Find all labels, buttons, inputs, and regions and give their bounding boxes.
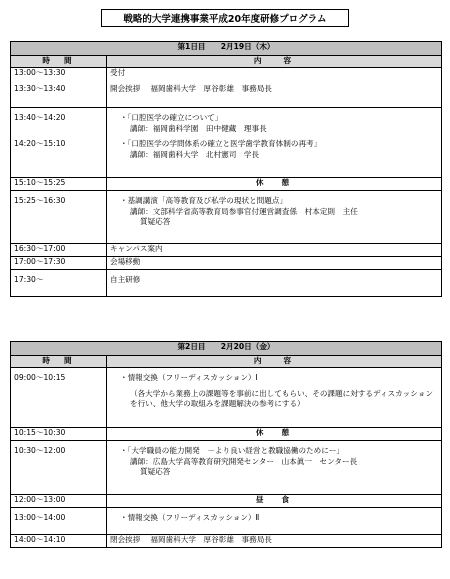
content-line: ・「口腔医学の学問体系の確立と医学歯学教育体制の再考」: [120, 139, 322, 148]
time-cell: 15:10～15:25: [11, 178, 107, 191]
day1-row-opening: [11, 68, 442, 108]
day1-row-lectures-time: [11, 108, 107, 178]
time-cell: [11, 191, 107, 244]
time-cell: 14:20～15:10: [14, 139, 66, 148]
time-cell: 14:00～14:10: [11, 535, 107, 548]
time-cell: 16:30～17:00: [11, 244, 107, 257]
content-line: 講師：広島大学高等教育研究開発センター 山本眞一 センター長: [130, 456, 358, 466]
day1-header-row: [11, 42, 442, 56]
day1-row-campus-tour: [11, 244, 442, 257]
day2-row-discussion-1: [11, 368, 442, 428]
content-line: キャンパス案内: [107, 244, 442, 257]
content-line: 閉会挨拶 福岡歯科大学 厚谷彰雄 事務局長: [107, 535, 442, 548]
day2-row-lecture: [11, 441, 442, 495]
time-cell: [11, 270, 107, 297]
day2-row-discussion-2: [11, 508, 442, 535]
content-line: 開会挨拶 福岡歯科大学 厚谷彰雄 事務局長: [110, 83, 272, 93]
time-cell: [11, 441, 107, 495]
content-line: ・情報交換（フリーディスカッション）Ⅰ: [120, 373, 258, 382]
day2-schedule-table: [10, 341, 442, 548]
content-line: （各大学から業務上の課題等を事前に出してもらい、その課題に対するディスカッションを行い、他大学の取組みを課題解決の参考にする）: [130, 388, 433, 408]
content-cell: [107, 508, 442, 535]
time-cell: [11, 368, 107, 428]
day1-col-time: 時間: [11, 56, 107, 68]
time-text: 10:30～12:00: [14, 446, 66, 455]
day1-row-opening-time: [11, 68, 107, 108]
time-cell: [11, 508, 107, 535]
content-line: ・「口腔医学の確立について」: [120, 113, 223, 122]
program-title: 戦略的大学連携事業平成20年度研修プログラム: [101, 9, 349, 27]
time-text: 15:25～16:30: [14, 196, 66, 205]
content-line: 受付: [110, 68, 126, 77]
day1-row-keynote: [11, 191, 442, 244]
break-label: 休憩: [107, 178, 442, 191]
content-line: 講師：福岡歯科学園 田中健藏 理事長: [130, 123, 267, 133]
time-cell: 10:15～10:30: [11, 428, 107, 441]
day1-row-keynote-content: [107, 191, 442, 244]
day1-column-header-row: [11, 56, 442, 68]
content-line: ・基調講演「高等教育及び私学の現状と問題点」: [120, 196, 288, 205]
content-line: 質疑応答: [140, 217, 171, 226]
time-text: 09:00～10:15: [14, 373, 66, 382]
day2-row-lunch: [11, 495, 442, 508]
time-text: 17:30～: [14, 275, 44, 284]
content-line: 会場移動: [107, 257, 442, 270]
day1-row-break: [11, 178, 442, 191]
day1-row-lectures-content: [107, 108, 442, 178]
day1-header: 第1日目 2月19日（木）: [11, 42, 442, 56]
day1-row-lectures: [11, 108, 442, 178]
day2-column-header-row: [11, 356, 442, 368]
break-label: 休憩: [107, 428, 442, 441]
time-cell: 17:00～17:30: [11, 257, 107, 270]
day1-col-content: 内容: [107, 56, 442, 68]
content-line: 質疑応答: [140, 467, 171, 476]
time-cell: 13:40～14:20: [14, 113, 66, 122]
lunch-label: 昼食: [107, 495, 442, 508]
day1-schedule-table: [10, 41, 442, 297]
day1-row-opening-content: [107, 68, 442, 108]
time-text: 13:00～14:00: [14, 513, 66, 522]
day1-row-transfer: [11, 257, 442, 270]
time-cell: 13:30～13:40: [14, 83, 66, 93]
day1-row-self-study: [11, 270, 442, 297]
day2-col-time: 時間: [11, 356, 107, 368]
time-cell: 13:00～13:30: [14, 68, 66, 77]
content-line: 自主研修: [110, 275, 141, 284]
content-cell: [107, 270, 442, 297]
day2-col-content: 内容: [107, 356, 442, 368]
content-line: 講師：福岡歯科大学 北村憲司 学長: [130, 149, 260, 159]
day2-row-lecture-content: [107, 441, 442, 495]
content-line: 講師：文部科学省高等教育局参事官付運営調査係 村本定則 主任: [130, 206, 358, 216]
day2-row-break: [11, 428, 442, 441]
day2-row-discussion-1-content: [107, 368, 442, 428]
day2-row-closing: [11, 535, 442, 548]
day2-header-row: [11, 342, 442, 356]
time-cell: 12:00～13:00: [11, 495, 107, 508]
content-line: ・情報交換（フリーディスカッション）Ⅱ: [120, 513, 260, 522]
content-line: ・「大学職員の能力開発 －より良い経営と教職協働のためにー」: [120, 446, 345, 455]
day2-header: 第2日目 2月20日（金）: [11, 342, 442, 356]
